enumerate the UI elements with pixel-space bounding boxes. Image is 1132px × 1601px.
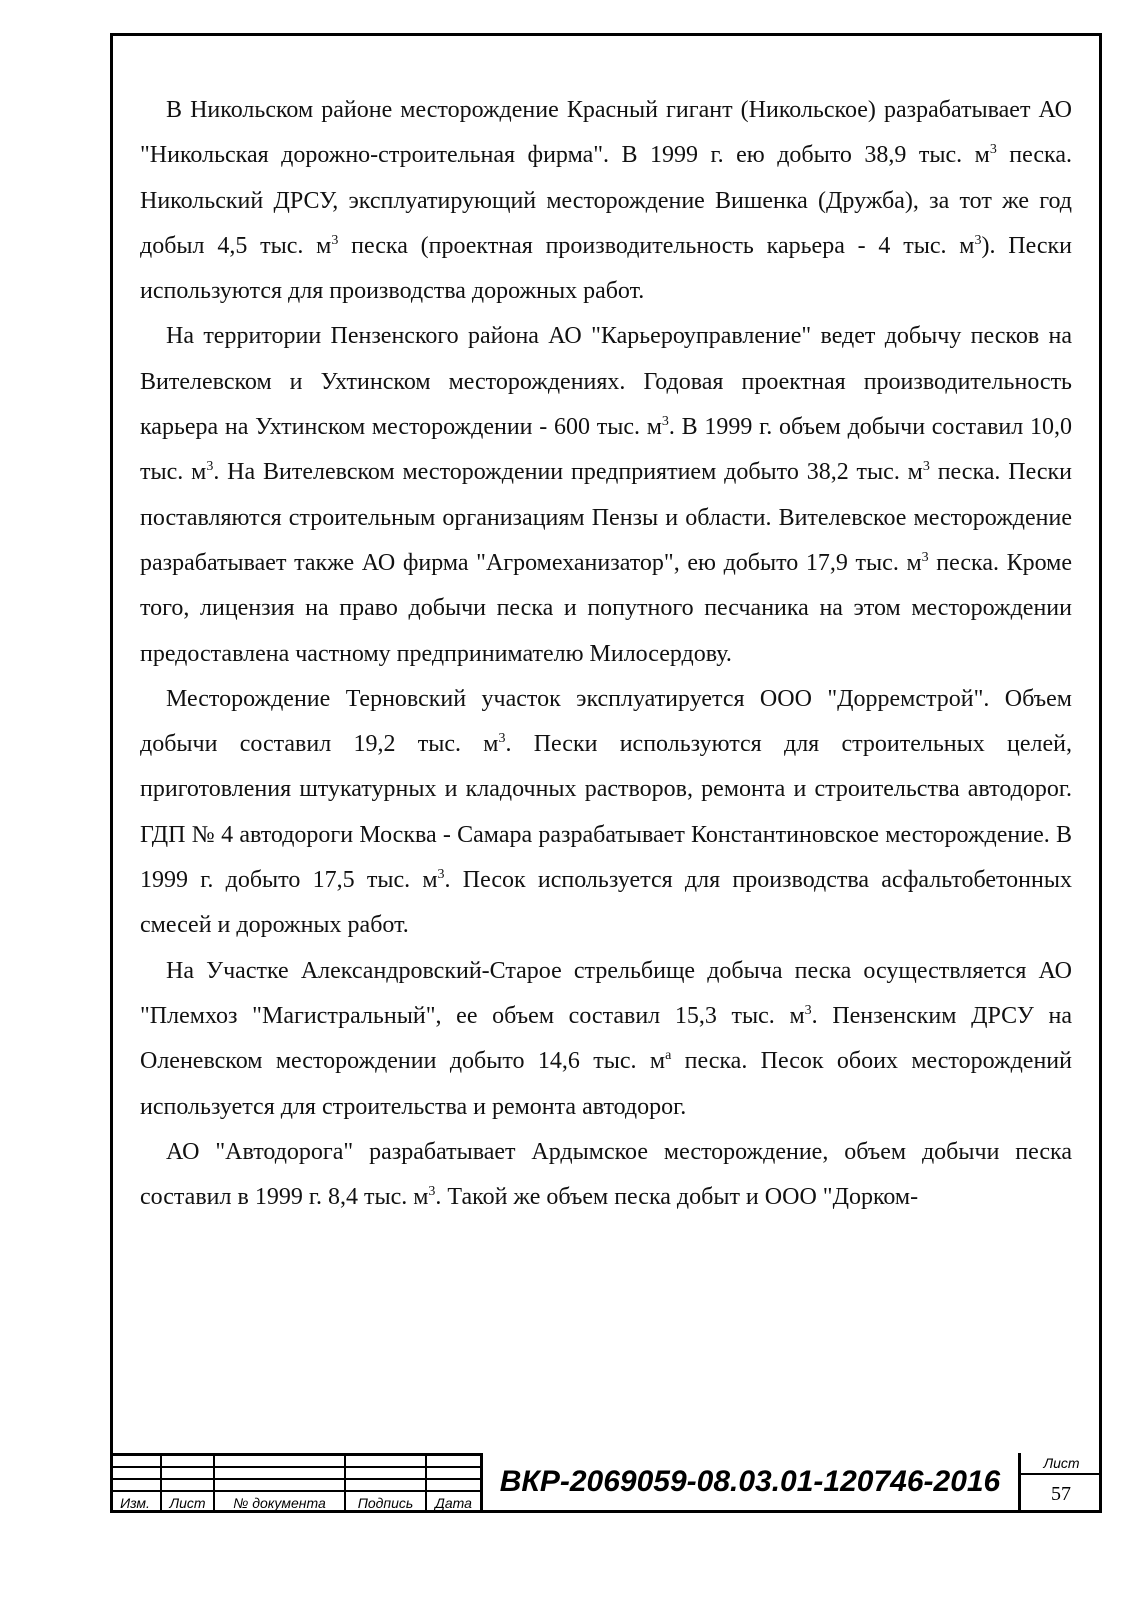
stamp-col-sign: Подпись [357, 1495, 414, 1511]
title-block [110, 1453, 1102, 1513]
paragraph: Месторождение Терновский участок эксплуатируется ООО "Дорремстрой". Объем добычи составил 19,2 тыс. $м^3$. Пески используются для строительных целей, приготовления штукатурных и кладочных растворов, ремонта и строительства автодорог. ГДП № 4 автодороги Москва - Самара разрабатывает Константиновское месторождение. В 1999 г. добыто 17,5 тыс. $м^3$. Песок используется для производства асфальтобетонных смесей и дорожных работ. [140, 685, 1073, 939]
document-code: ВКР-2069059-08.03.01-120746-2016 [499, 1465, 1001, 1498]
paragraph: На территории Пензенского района АО "Карьероуправление" ведет добычу песков на Вителевском и Ухтинском месторождениях. Годовая проектная производительность карьера на Ухтинском месторождении - 600 тыс. $м^3$. В 1999 г. объем добычи составил 10,0 тыс. $м^3$. На Вителевском месторождении предприятием добыто 38,2 тыс. $м^3$ песка. Пески поставляются строительным организациям Пензы и области. Вителевское месторождение разрабатывает также АО фирма "Агромеханизатор", ею добыто 17,9 тыс. $м^3$ песка. Кроме того, лицензия на право добычи песка и попутного песчаника на этом месторождении предоставлена частному предпринимателю Милосердову. [140, 323, 1072, 667]
paragraph: АО "Автодорога" разрабатывает Ардымское месторождение, объем добычи песка составил в 1999 г. 8,4 тыс. $м^3$. Такой же объем песка добыт и ООО "Дорком- [140, 1138, 1072, 1211]
stamp-col-izm: Изм. [120, 1495, 150, 1511]
sheet-number: 57 [1051, 1483, 1071, 1505]
paragraph: В Никольском районе месторождение Красный гигант (Никольское) разрабатывает АО "Никольская дорожно-строительная фирма". В 1999 г. ею добыто 38,9 тыс. $м^3$ песка. Никольский ДРСУ, эксплуатирующий месторождение Вишенка (Дружба), за тот же год добыл 4,5 тыс. $м^3$ песка (проектная производительность карьера - 4 тыс. $м^3$). Пески используются для производства дорожных работ. [140, 97, 1073, 305]
sheet-label: Лист [1043, 1455, 1080, 1471]
stamp-col-list: Лист [169, 1495, 206, 1511]
stamp-col-doc: № документа [233, 1495, 326, 1511]
document-body [140, 88, 1072, 1220]
stamp-col-date: Дата [435, 1495, 472, 1511]
paragraph: На Участке Александровский-Старое стрельбище добыча песка осуществляется АО "Племхоз "Магистральный", ее объем составил 15,3 тыс. $м^3$. Пензенским ДРСУ на Оленевском месторождении добыто 14,6 тыс. $м^а$ песка. Песок обоих месторождений используется для строительства и ремонта автодорог. [140, 957, 1072, 1120]
